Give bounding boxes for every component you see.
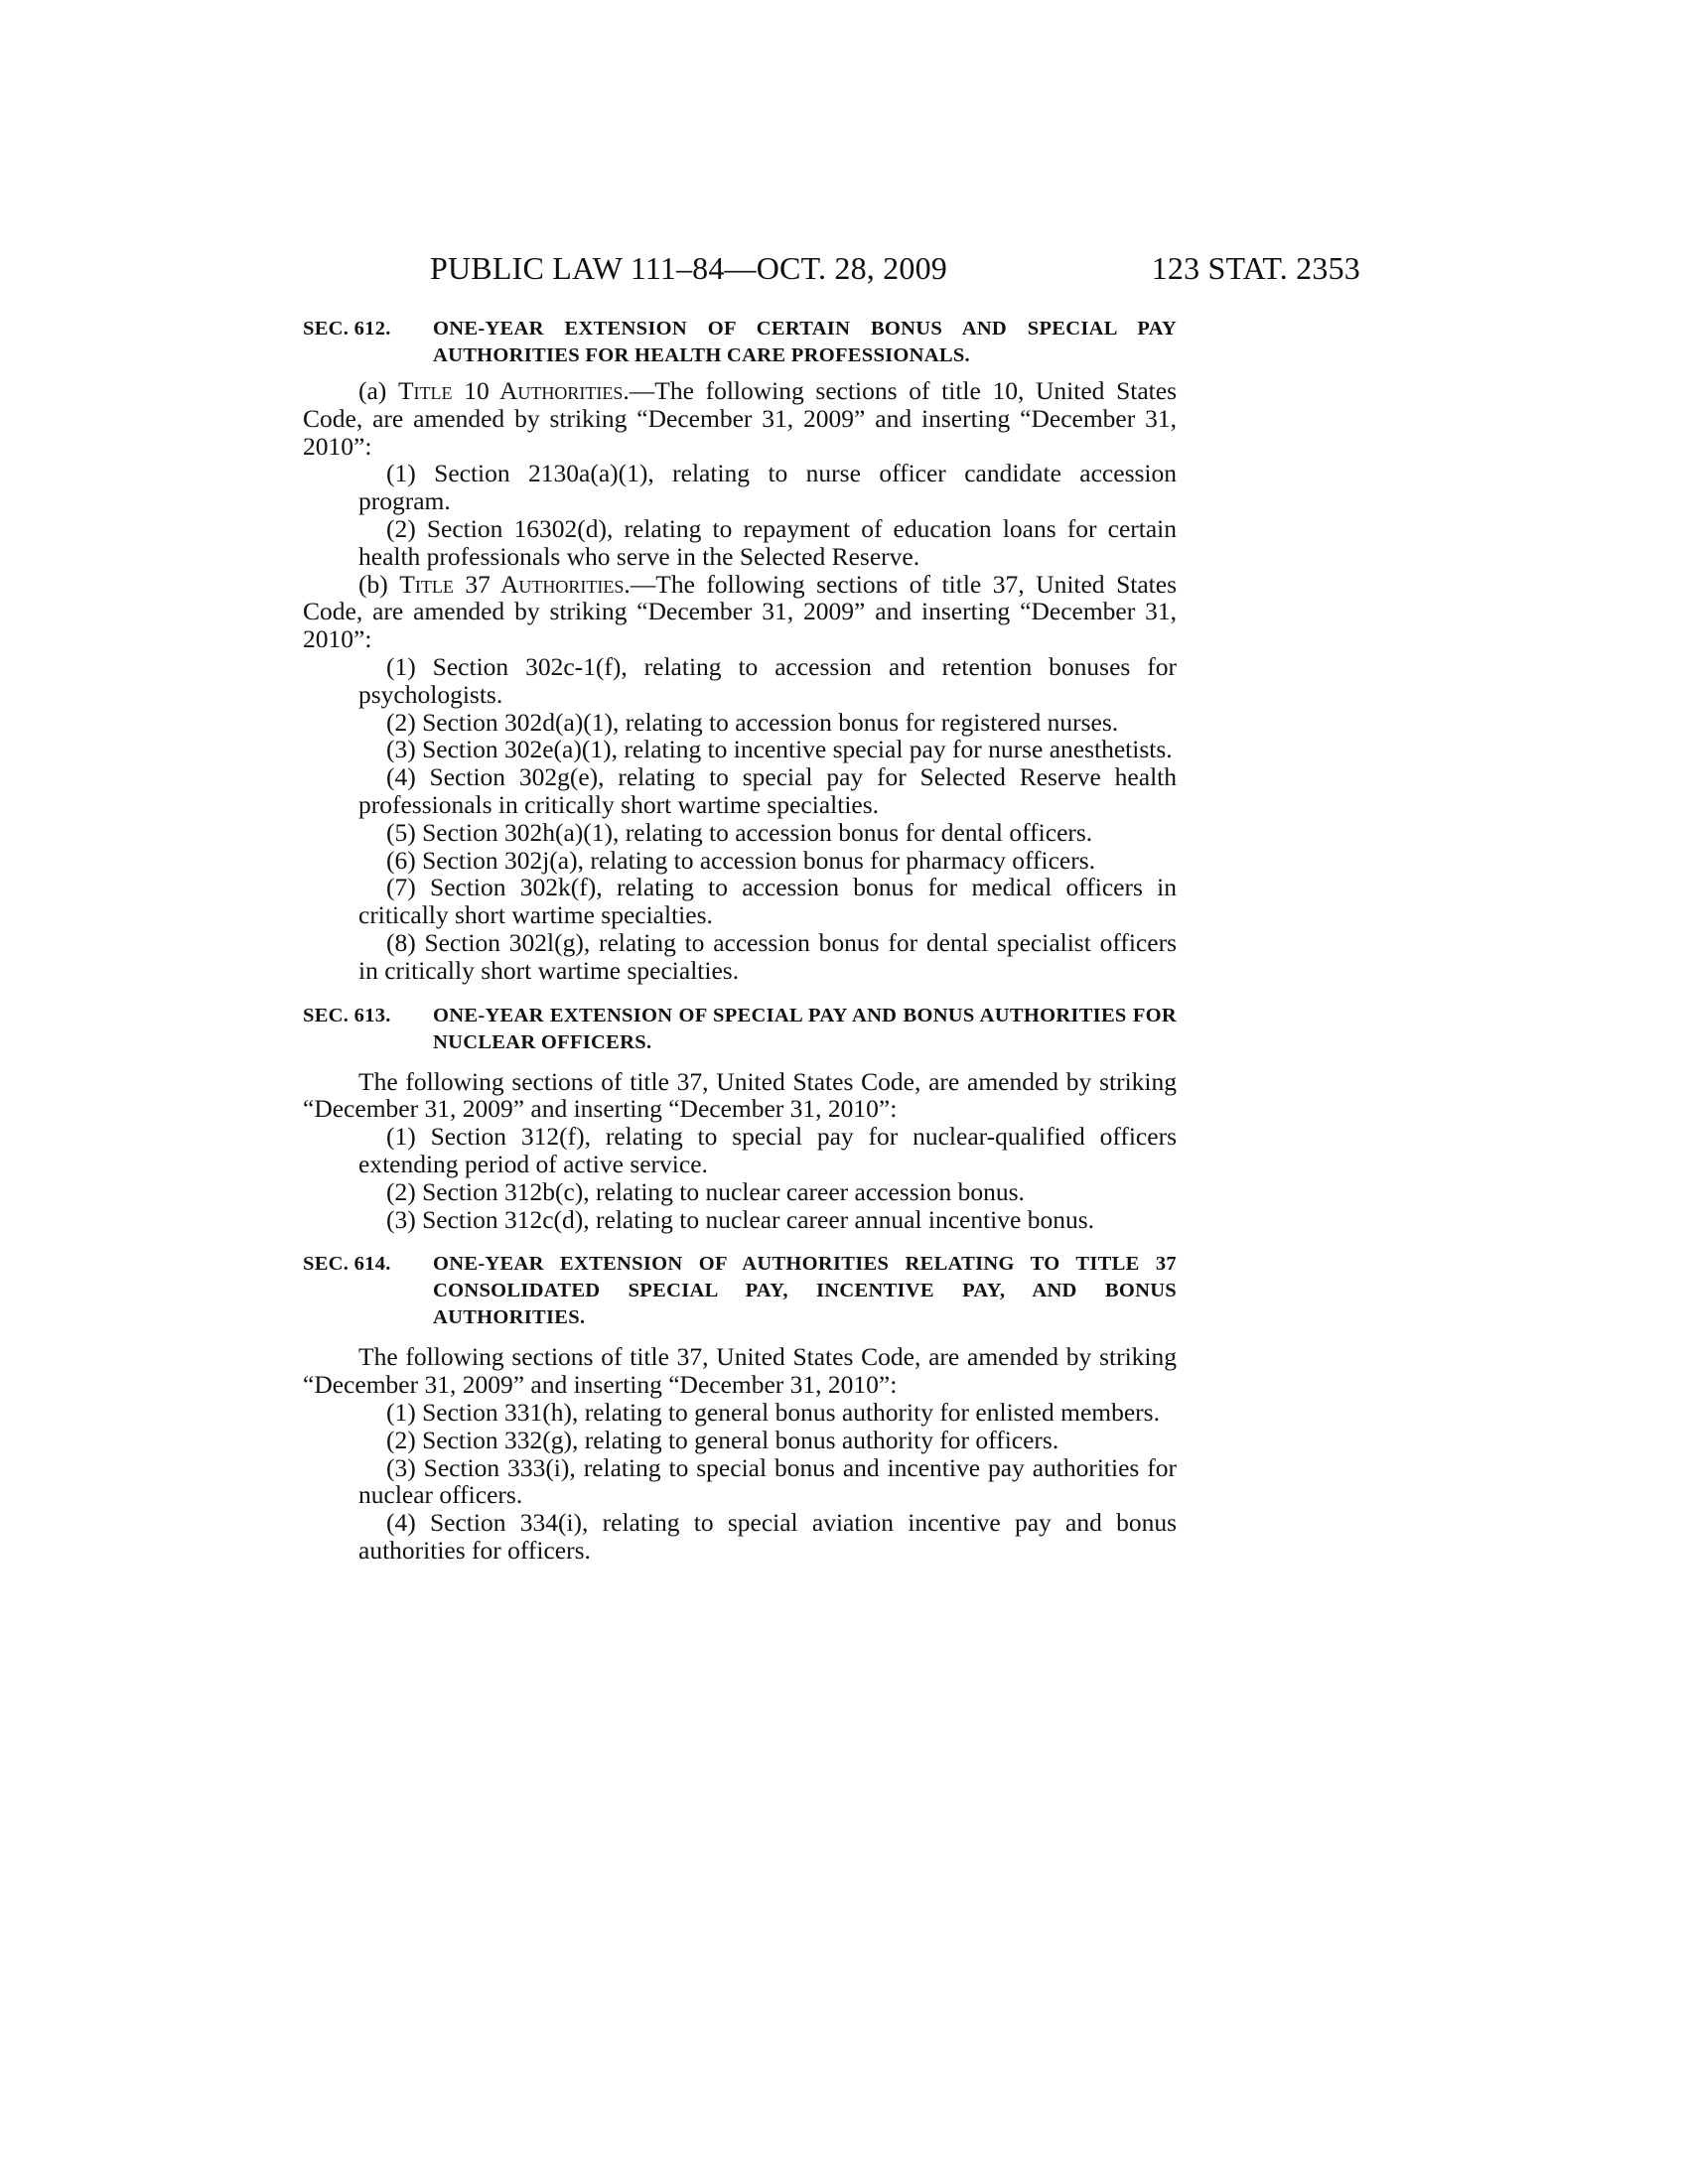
list-item: (4) Section 334(i), relating to special aviation incentive pay and bonus authorities for officers. (358, 1508, 1177, 1565)
list-item: (1) Section 312(f), relating to special pay for nuclear-qualified officers extending period of active service. (358, 1122, 1177, 1178)
list-item: (6) Section 302j(a), relating to accession bonus for pharmacy officers. (386, 845, 1095, 875)
section-intro: The following sections of title 37, United States Code, are amended by striking “December 31, 2009” and inserting “December 31, 2010”: (303, 1342, 1177, 1400)
section-number: SEC. 613. (303, 1004, 391, 1026)
list-item: (2) Section 312b(c), relating to nuclear career accession bonus. (386, 1176, 1025, 1206)
subsection-label: (b) (358, 569, 400, 599)
section-title: ONE-YEAR EXTENSION OF CERTAIN BONUS AND SPECIAL PAY AUTHORITIES FOR HEALTH CARE PROFESSIONALS. (433, 318, 1177, 366)
subsection-text: .—The following sections of title 10, United States Code, are amended by striking “December 31, 2009” and inserting “December 31, 2010”: (303, 376, 1178, 461)
document-body (303, 316, 1177, 1565)
subsection-heading: Title 10 Authorities (397, 376, 624, 405)
section-number: SEC. 614. (303, 1253, 391, 1276)
list-item: (4) Section 302g(e), relating to special pay for Selected Reserve health professionals in critically short wartime specialties. (358, 762, 1177, 819)
list-item: (3) Section 302e(a)(1), relating to incentive special pay for nurse anesthetists. (386, 735, 1173, 764)
list-item: (7) Section 302k(f), relating to accession bonus for medical officers in critically short wartime specialties. (358, 873, 1177, 930)
list-item: (2) Section 302d(a)(1), relating to accession bonus for registered nurses. (386, 707, 1119, 737)
section-612-heading (303, 316, 1177, 369)
list-item: (1) Section 302c-1(f), relating to accession and retention bonuses for psychologists. (358, 651, 1177, 709)
list-item: (2) Section 332(g), relating to general bonus authority for officers. (386, 1425, 1059, 1454)
statute-page-number: 123 STAT. 2353 (1151, 250, 1360, 286)
section-intro: The following sections of title 37, United States Code, are amended by striking “December 31, 2009” and inserting “December 31, 2010”: (303, 1066, 1177, 1124)
list-item: (1) Section 331(h), relating to general bonus authority for enlisted members. (386, 1397, 1160, 1427)
list-item: (2) Section 16302(d), relating to repayment of education loans for certain health professionals who serve in the Selected Reserve. (358, 513, 1177, 571)
list-item: (5) Section 302h(a)(1), relating to accession bonus for dental officers. (386, 817, 1093, 847)
section-number: SEC. 612. (303, 318, 391, 340)
section-613-heading (303, 1003, 1177, 1056)
subsection-label: (a) (358, 376, 398, 405)
list-item: (1) Section 2130a(a)(1), relating to nurse officer candidate accession program. (358, 459, 1177, 516)
running-header (298, 250, 1360, 290)
subsection-text: .—The following sections of title 37, United States Code, are amended by striking “December 31, 2009” and inserting “December 31, 2010”: (303, 569, 1177, 654)
subsection-a (303, 377, 1177, 460)
section-614-heading (303, 1251, 1177, 1331)
public-law-citation: PUBLIC LAW 111–84—OCT. 28, 2009 (430, 250, 947, 286)
subsection-b (303, 571, 1177, 653)
subsection-heading: Title 37 Authorities (399, 569, 625, 599)
list-item: (8) Section 302l(g), relating to accession bonus for dental specialist officers in critically short wartime specialties. (358, 927, 1177, 985)
list-item: (3) Section 312c(d), relating to nuclear career annual incentive bonus. (386, 1204, 1095, 1234)
section-title: ONE-YEAR EXTENSION OF SPECIAL PAY AND BONUS AUTHORITIES FOR NUCLEAR OFFICERS. (433, 1004, 1177, 1053)
list-item: (3) Section 333(i), relating to special bonus and incentive pay authorities for nuclear officers. (358, 1452, 1177, 1510)
section-title: ONE-YEAR EXTENSION OF AUTHORITIES RELATING TO TITLE 37 CONSOLIDATED SPECIAL PAY, INCENTIVE PAY, AND BONUS AUTHORITIES. (433, 1253, 1177, 1329)
